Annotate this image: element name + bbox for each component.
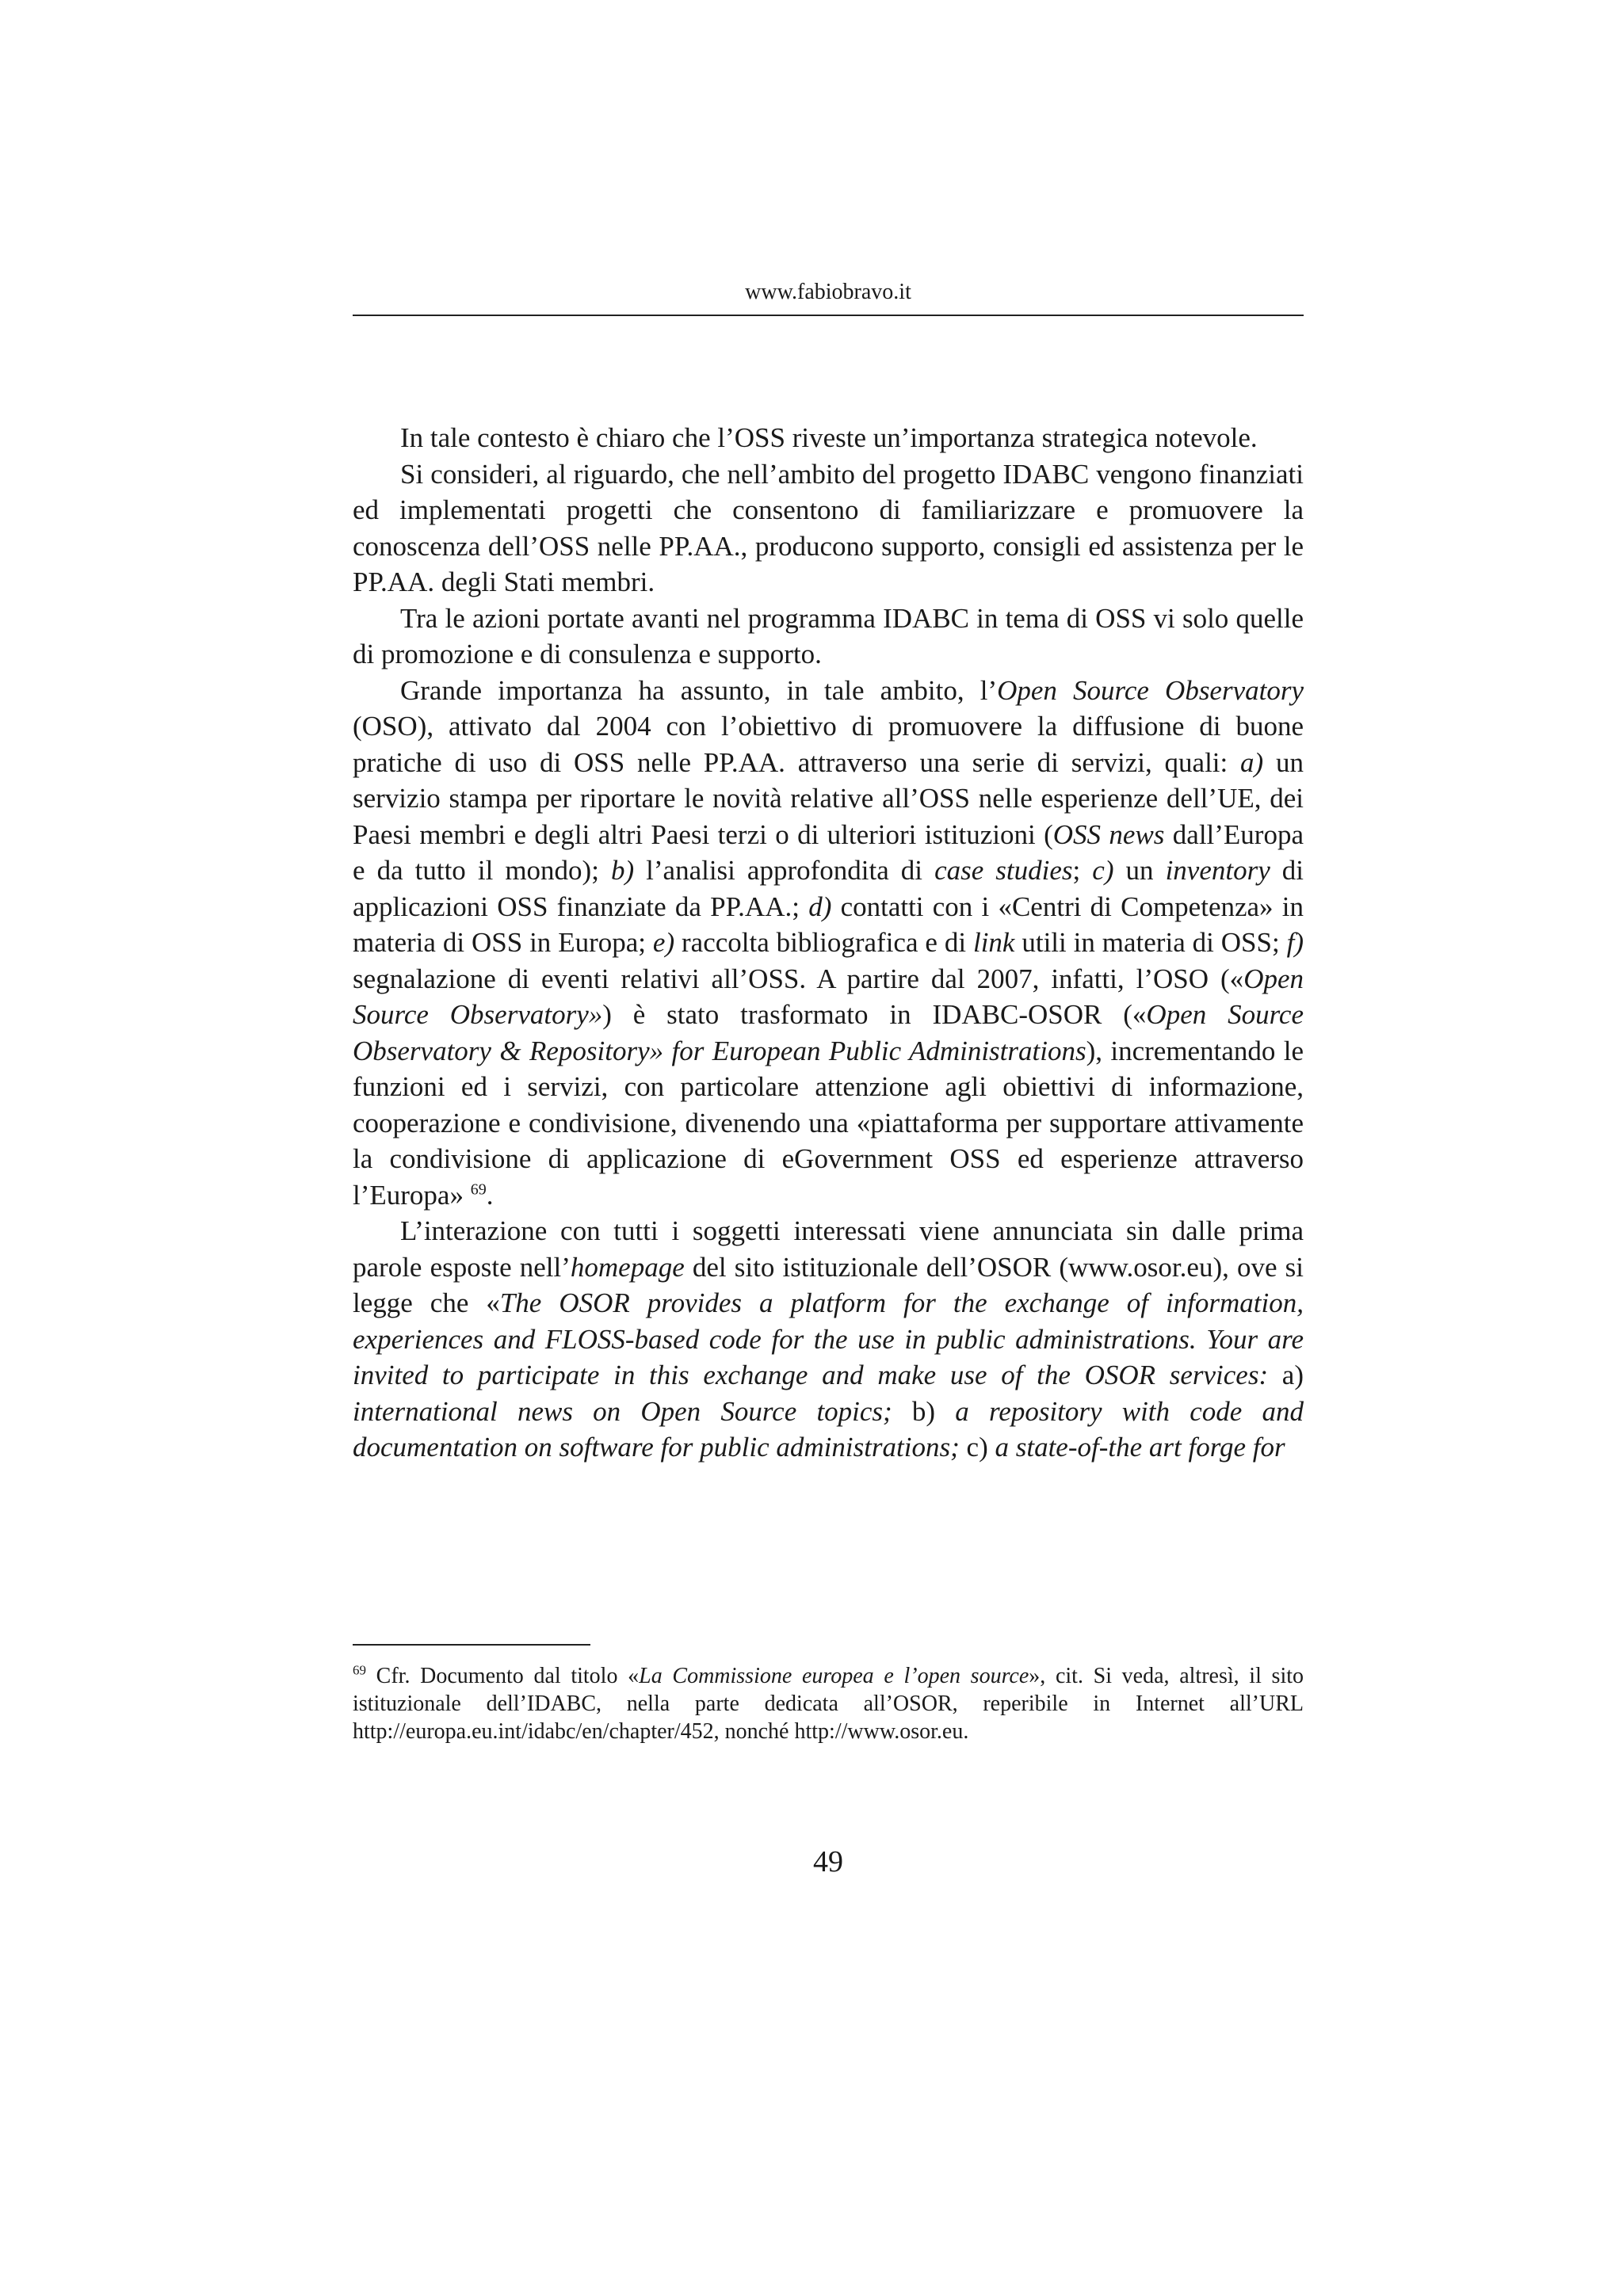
paragraph-3: Tra le azioni portate avanti nel programma IDABC in tema di OSS vi solo quelle di promozione e di consulenza e supporto. (353, 602, 1304, 669)
text-run: Cfr. Documento dal titolo « (366, 1664, 640, 1688)
paragraph-5 (353, 1213, 1304, 1466)
footnote-reference[interactable]: 69 (470, 1180, 487, 1198)
body-text (353, 420, 1304, 1466)
italic-run: homepage (570, 1251, 685, 1283)
italic-run: Open Source Observatory & Repository» for European Public Administrations (353, 999, 1304, 1066)
text-run: segnalazione di eventi relativi all’OSS. A partire dal 2007, infatti, l’OSO (« (353, 963, 1244, 994)
italic-run: La Commissione europea e l’open source (639, 1664, 1029, 1688)
list-marker: d) (808, 891, 832, 922)
quote-run: international news on Open Source topics; (353, 1395, 892, 1427)
text-run: b) (892, 1395, 956, 1427)
paragraph-1: In tale contesto è chiaro che l’OSS riveste un’importanza strategica notevole. (400, 422, 1258, 453)
footnote-69 (353, 1662, 1304, 1745)
text-run: », cit. Si veda, altresì, il sito istituzionale dell’IDABC, nella parte dedicata all’OSOR, reperibile in Internet all’URL http://europa.eu.int/idabc/en/chapter/452, nonché http://www.osor.eu. (353, 1664, 1304, 1744)
italic-run: case studies (934, 855, 1073, 886)
paragraph-4 (353, 673, 1304, 1214)
footnote-rule (353, 1644, 590, 1646)
text-run: l’analisi approfondita di (634, 855, 935, 886)
text-run: dall’Europa e da tutto il mondo); (353, 818, 1304, 886)
list-marker: c) (1092, 855, 1114, 886)
text-run: un (1113, 855, 1166, 886)
italic-run: OSS news (1052, 818, 1165, 850)
list-marker: b) (610, 855, 635, 886)
italic-run: Open Source Observatory» (353, 963, 1304, 1030)
text-run: di applicazioni OSS finanziate da PP.AA.; (353, 855, 1304, 922)
list-marker: e) (652, 927, 675, 958)
page-number: 49 (813, 1845, 843, 1878)
header-rule (353, 315, 1304, 316)
italic-run: inventory (1165, 855, 1270, 886)
italic-run: link (972, 927, 1015, 958)
text-run: utili in materia di OSS; (1014, 927, 1287, 958)
text-run: ; (1072, 855, 1093, 886)
text-run: c) (959, 1432, 995, 1463)
text-run: del sito istituzionale dell’OSOR (www.osor.eu), ove si legge che « (353, 1251, 1304, 1318)
text-run: raccolta bibliografica e di (674, 927, 973, 958)
text-run: Grande importanza ha assunto, in tale ambito, l’ (400, 674, 998, 706)
text-run: contatti con i «Centri di Competenza» in materia di OSS in Europa; (353, 891, 1304, 958)
running-head: www.fabiobravo.it (745, 280, 911, 304)
text-run: . (486, 1179, 494, 1211)
text-run: ) è stato trasformato in IDABC-OSOR (« (602, 999, 1147, 1030)
text-run: L’interazione con tutti i soggetti interessati viene annunciata sin dalle prima parole esposte nell’ (353, 1215, 1304, 1283)
list-marker: a) (1240, 746, 1264, 778)
text-run: (OSO), attivato dal 2004 con l’obiettivo di promuovere la diffusione di buone pratiche di uso di OSS nelle PP.AA. attraverso una serie di servizi, quali: (353, 711, 1304, 778)
quote-run: a state-of-the art forge for (995, 1432, 1285, 1463)
text-run: a) (1268, 1360, 1304, 1390)
text-run: ), incrementando le funzioni ed i servizi, con particolare attenzione agli obiettivi di informazione, cooperazione e condivisione, divenendo una «piattaforma per supportare attivamente la condivisione di applicazione di eGovernment OSS ed esperienze attraverso l’Europa» (353, 1035, 1304, 1211)
quote-run: a repository with code and documentation on software for public administrations; (353, 1395, 1304, 1463)
italic-run: Open Source Observatory (997, 674, 1304, 706)
quote-run: The OSOR provides a platform for the exchange of information, experiences and FLOSS-based code for the use in public administrations. Your are invited to participate in this exchange and make use of the OSOR services: (353, 1287, 1304, 1390)
text-run: un servizio stampa per riportare le novità relative all’OSS nelle esperienze dell’UE, dei Paesi membri e degli altri Paesi terzi o di ulteriori istituzioni ( (353, 746, 1304, 850)
list-marker: f) (1286, 927, 1304, 958)
footnote-number: 69 (353, 1662, 366, 1678)
paragraph-2: Si consideri, al riguardo, che nell’ambito del progetto IDABC vengono finanziati ed implementati progetti che consentono di familiarizzare e promuovere la conoscenza dell’OSS nelle PP.AA., producono supporto, consigli ed assistenza per le PP.AA. degli Stati membri. (353, 458, 1304, 597)
